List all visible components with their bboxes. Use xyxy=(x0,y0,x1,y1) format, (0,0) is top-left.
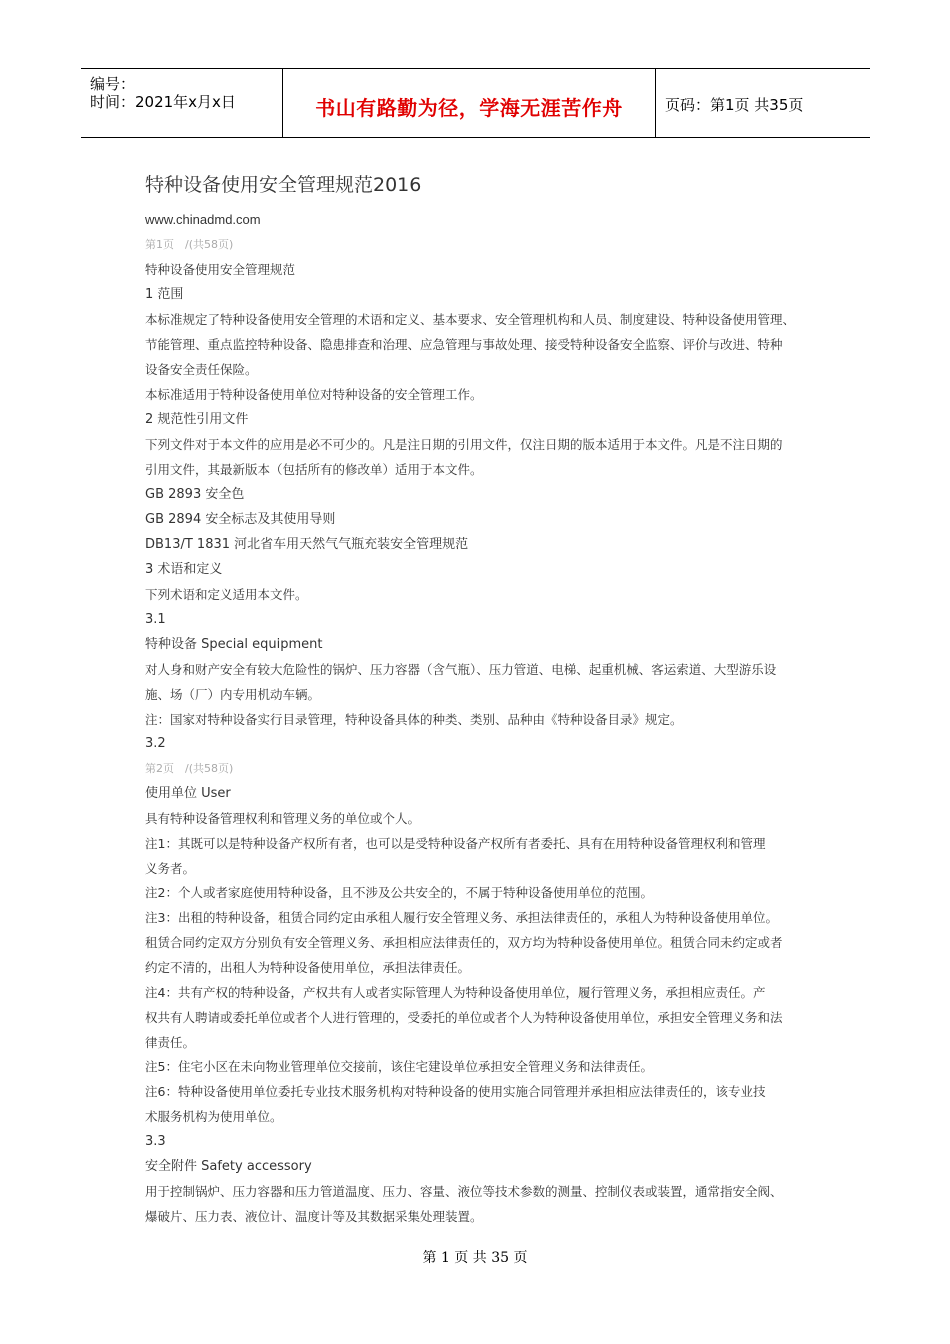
text-line: 注5：住宅小区在未向物业管理单位交接前，该住宅建设单位承担安全管理义务和法律责任。 xyxy=(145,1059,653,1074)
text-line: 引用文件，其最新版本（包括所有的修改单）适用于本文件。 xyxy=(145,462,483,477)
text-line: 注：国家对特种设备实行目录管理，特种设备具体的种类、类别、品种由《特种设备目录》规定。 xyxy=(145,712,683,727)
text-line: 义务者。 xyxy=(145,861,196,876)
clause-number: 3.1 xyxy=(145,612,166,627)
text-line: 节能管理、重点监控特种设备、隐患排查和治理、应急管理与事故处理、接受特种设备安全监察、评价与改进、特种 xyxy=(145,337,783,352)
text-line: 下列术语和定义适用本文件。 xyxy=(145,587,308,602)
term-heading: 使用单位 User xyxy=(145,786,231,801)
document-title: 特种设备使用安全管理规范2016 xyxy=(145,174,422,196)
text-line: 特种设备使用安全管理规范 xyxy=(145,262,296,277)
source-url: www.chinadmd.com xyxy=(145,212,261,227)
text-line: 具有特种设备管理权利和管理义务的单位或个人。 xyxy=(145,811,421,826)
text-line: 注2：个人或者家庭使用特种设备，且不涉及公共安全的，不属于特种设备使用单位的范围。 xyxy=(145,885,653,900)
header-motto-cell xyxy=(282,69,656,137)
text-line: 注4：共有产权的特种设备，产权共有人或者实际管理人为特种设备使用单位，履行管理义务，承担相应责任。产 xyxy=(145,985,766,1000)
reference-item: GB 2894 安全标志及其使用导则 xyxy=(145,512,336,527)
page-marker: 第1页 /(共58页) xyxy=(145,238,234,251)
clause-number: 3.3 xyxy=(145,1134,166,1149)
text-line: 注1：其既可以是特种设备产权所有者，也可以是受特种设备产权所有者委托、具有在用特种设备管理权利和管理 xyxy=(145,836,766,851)
text-line: 术服务机构为使用单位。 xyxy=(145,1109,283,1124)
text-line: 约定不清的，出租人为特种设备使用单位，承担法律责任。 xyxy=(145,960,471,975)
page-marker: 第2页 /(共58页) xyxy=(145,762,234,775)
text-line: 权共有人聘请或委托单位或者个人进行管理的，受委托的单位或者个人为特种设备使用单位，承担安全管理义务和法 xyxy=(145,1010,783,1025)
document-header xyxy=(81,68,870,138)
section-heading: 2 规范性引用文件 xyxy=(145,412,249,427)
text-line: 施、场（厂）内专用机动车辆。 xyxy=(145,687,321,702)
clause-number: 3.2 xyxy=(145,736,166,751)
section-heading: 1 范围 xyxy=(145,287,184,302)
text-line: 用于控制锅炉、压力容器和压力管道温度、压力、容量、液位等技术参数的测量、控制仪表或装置，通常指安全阀、 xyxy=(145,1184,783,1199)
term-heading: 安全附件 Safety accessory xyxy=(145,1159,312,1174)
reference-item: GB 2893 安全色 xyxy=(145,487,245,502)
header-motto: 书山有路勤为径，学海无涯苦作舟 xyxy=(315,96,623,120)
text-line: 下列文件对于本文件的应用是必不可少的。凡是注日期的引用文件，仅注日期的版本适用于本文件。凡是不注日期的 xyxy=(145,437,783,452)
header-page-label: 页码：第1页 共35页 xyxy=(665,96,804,114)
section-heading: 3 术语和定义 xyxy=(145,562,223,577)
reference-item: DB13/T 1831 河北省车用天然气气瓶充装安全管理规范 xyxy=(145,537,469,552)
text-line: 律责任。 xyxy=(145,1035,196,1050)
text-line: 本标准规定了特种设备使用安全管理的术语和定义、基本要求、安全管理机构和人员、制度建设、特种设备使用管理、 xyxy=(145,312,796,327)
document-time-label: 时间：2021年x月x日 xyxy=(90,93,236,111)
text-line: 爆破片、压力表、液位计、温度计等及其数据采集处理装置。 xyxy=(145,1209,483,1224)
text-line: 设备安全责任保险。 xyxy=(145,362,258,377)
header-page-cell xyxy=(655,69,870,137)
page-footer: 第 1 页 共 35 页 xyxy=(422,1250,528,1266)
header-meta-cell xyxy=(81,69,282,137)
text-line: 对人身和财产安全有较大危险性的锅炉、压力容器（含气瓶）、压力管道、电梯、起重机械、客运索道、大型游乐设 xyxy=(145,662,777,677)
text-line: 注6：特种设备使用单位委托专业技术服务机构对特种设备的使用实施合同管理并承担相应法律责任的，该专业技 xyxy=(145,1084,766,1099)
term-heading: 特种设备 Special equipment xyxy=(145,637,323,652)
text-line: 租赁合同约定双方分别负有安全管理义务、承担相应法律责任的，双方均为特种设备使用单位。租赁合同未约定或者 xyxy=(145,935,783,950)
text-line: 注3：出租的特种设备，租赁合同约定由承租人履行安全管理义务、承担法律责任的，承租人为特种设备使用单位。 xyxy=(145,910,778,925)
text-line: 本标准适用于特种设备使用单位对特种设备的安全管理工作。 xyxy=(145,387,483,402)
document-number-label: 编号： xyxy=(90,75,136,93)
